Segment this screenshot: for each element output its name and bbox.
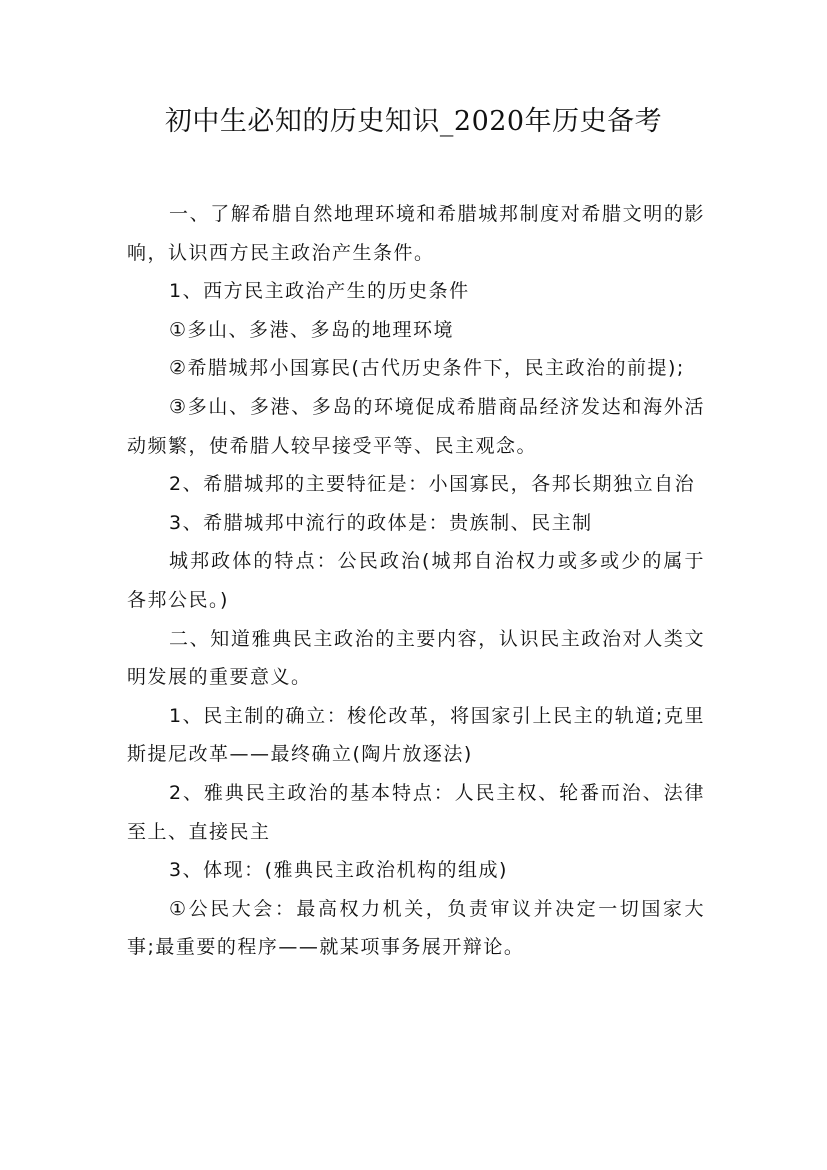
paragraph: ①多山、多港、多岛的地理环境 xyxy=(169,318,455,341)
paragraph: 1、西方民主政治产生的历史条件 xyxy=(169,280,470,303)
paragraph: 城邦政体的特点：公民政治(城邦自治权力或多或少的属于各邦公民。) xyxy=(127,550,705,611)
paragraph: 3、希腊城邦中流行的政体是：贵族制、民主制 xyxy=(169,511,593,534)
paragraph: 二、知道雅典民主政治的主要内容，认识民主政治对人类文明发展的重要意义。 xyxy=(127,627,705,689)
paragraph: 1、民主制的确立：梭伦改革，将国家引上民主的轨道;克里斯提尼改革——最终确立(陶片放逐法) xyxy=(127,704,705,766)
paragraph: 3、体现：(雅典民主政治机构的组成) xyxy=(169,859,508,882)
paragraph: ②希腊城邦小国寡民(古代历史条件下，民主政治的前提); xyxy=(169,357,685,380)
document-body xyxy=(127,195,705,967)
paragraph: ③多山、多港、多岛的环境促成希腊商品经济发达和海外活动频繁，使希腊人较早接受平等、民主观念。 xyxy=(127,395,705,457)
document-title: 初中生必知的历史知识_2020年历史备考 xyxy=(164,106,663,137)
paragraph: 一、了解希腊自然地理环境和希腊城邦制度对希腊文明的影响，认识西方民主政治产生条件。 xyxy=(127,203,705,264)
paragraph: 2、雅典民主政治的基本特点：人民主权、轮番而治、法律至上、直接民主 xyxy=(127,781,705,843)
paragraph: ①公民大会：最高权力机关，负责审议并决定一切国家大事;最重要的程序——就某项事务展开辩论。 xyxy=(127,897,705,959)
paragraph: 2、希腊城邦的主要特征是：小国寡民，各邦长期独立自治 xyxy=(169,473,696,496)
